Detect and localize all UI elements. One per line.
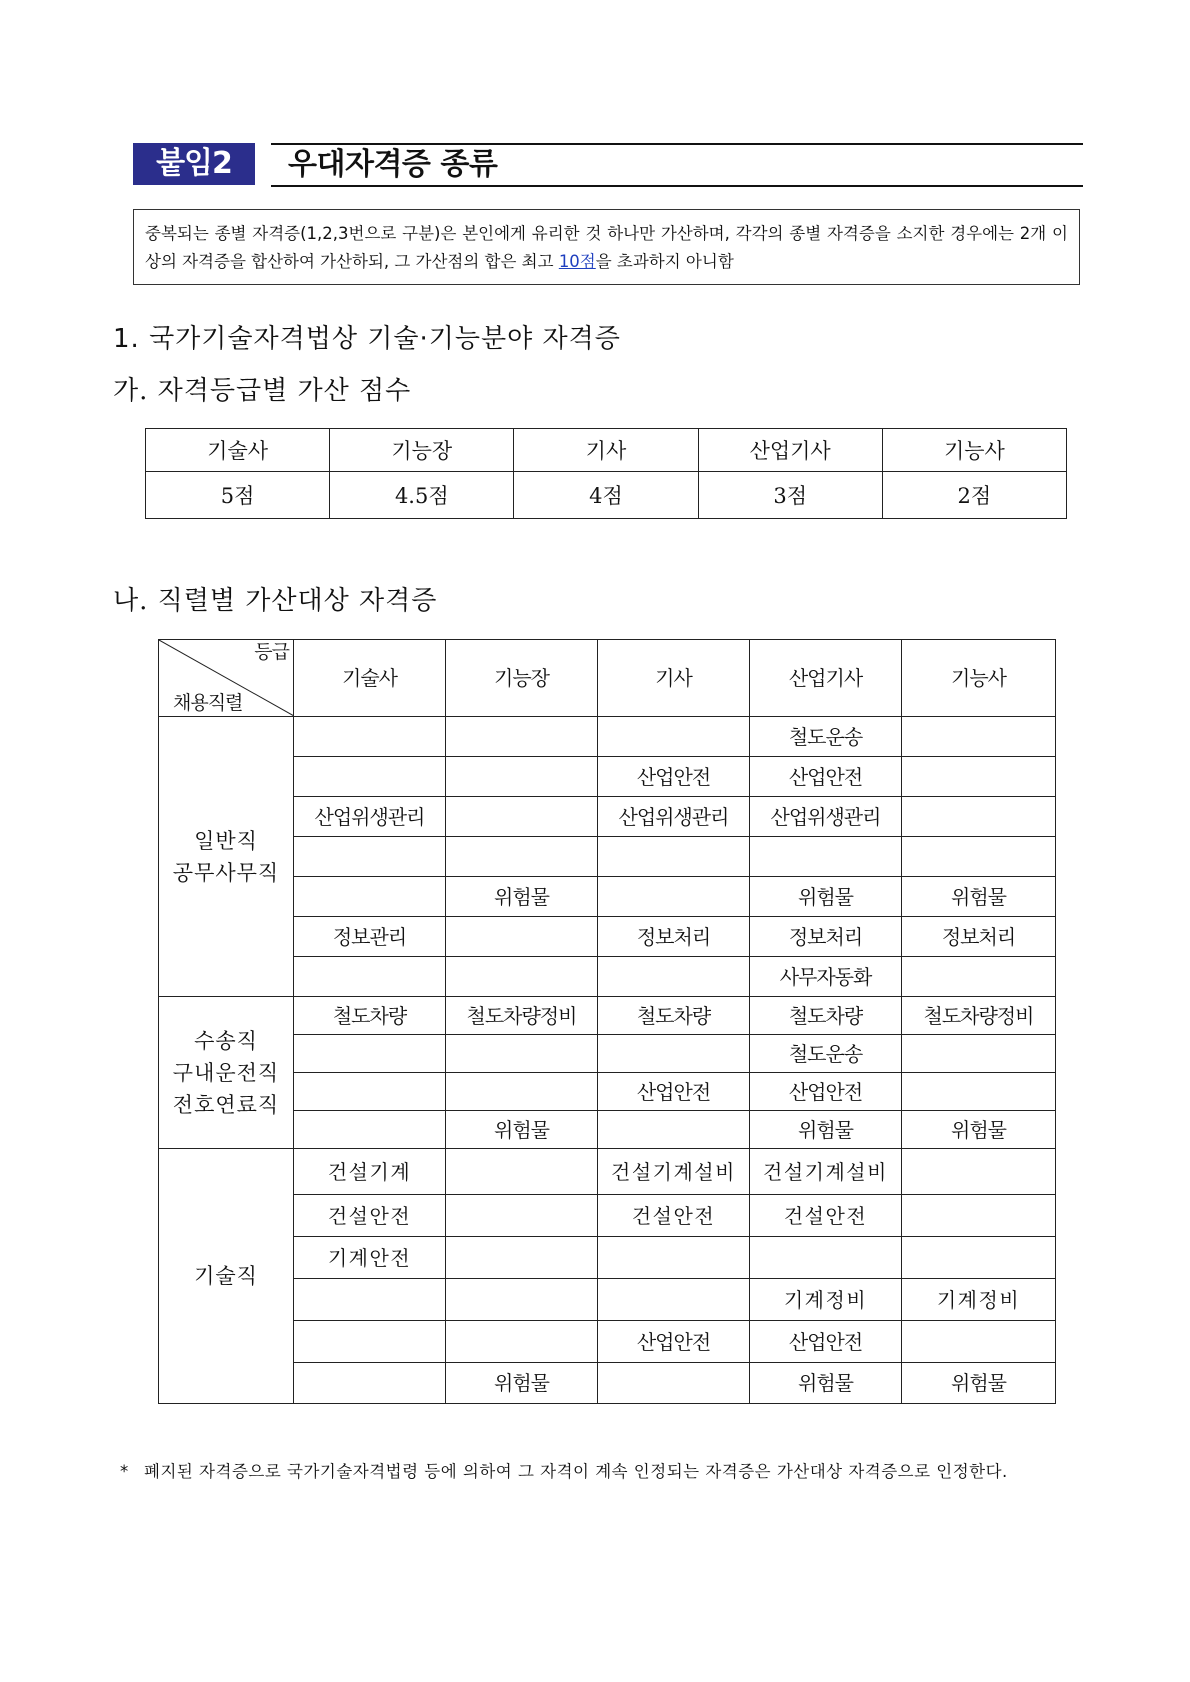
points-table bbox=[145, 428, 1067, 519]
table-row bbox=[159, 1321, 1056, 1363]
table-row bbox=[159, 877, 1056, 917]
certificate-cell bbox=[598, 837, 750, 877]
notice-text-after: 을 초과하지 아니함 bbox=[595, 252, 734, 271]
jobs-header-row bbox=[159, 640, 1056, 717]
table-row bbox=[159, 1195, 1056, 1237]
table-row bbox=[159, 917, 1056, 957]
attachment-badge: 붙임2 bbox=[133, 143, 255, 185]
certificate-cell: 산업안전 bbox=[598, 1321, 750, 1363]
certificate-cell bbox=[294, 1279, 446, 1321]
certificate-cell bbox=[294, 877, 446, 917]
points-value-cell: 4점 bbox=[514, 472, 698, 519]
certificate-cell: 기계안전 bbox=[294, 1237, 446, 1279]
certificate-cell bbox=[446, 917, 598, 957]
certificate-cell bbox=[902, 1321, 1056, 1363]
certificate-cell: 산업안전 bbox=[598, 1073, 750, 1111]
certificate-cell bbox=[294, 837, 446, 877]
table-row bbox=[159, 757, 1056, 797]
job-category-line: 전호연료직 bbox=[172, 1092, 280, 1117]
header-rule-bottom bbox=[271, 185, 1083, 187]
certificate-cell: 위험물 bbox=[446, 1363, 598, 1404]
corner-job-label: 채용직렬 bbox=[173, 692, 243, 714]
points-value-cell: 3점 bbox=[698, 472, 882, 519]
points-value-row bbox=[146, 472, 1067, 519]
certificate-cell: 산업안전 bbox=[750, 1073, 902, 1111]
certificate-cell bbox=[446, 1195, 598, 1237]
table-row bbox=[159, 1149, 1056, 1195]
certificate-cell: 철도운송 bbox=[750, 1035, 902, 1073]
certificate-cell bbox=[446, 957, 598, 997]
certificate-cell: 산업위생관리 bbox=[294, 797, 446, 837]
certificate-cell: 정보관리 bbox=[294, 917, 446, 957]
certificate-cell: 위험물 bbox=[750, 1111, 902, 1149]
table-row bbox=[159, 957, 1056, 997]
certificate-cell: 위험물 bbox=[902, 877, 1056, 917]
certificate-cell: 철도차량 bbox=[598, 997, 750, 1035]
certificate-cell bbox=[598, 957, 750, 997]
certificate-cell bbox=[598, 877, 750, 917]
certificate-cell bbox=[446, 757, 598, 797]
certificate-cell bbox=[902, 757, 1056, 797]
attachment-header bbox=[133, 143, 1083, 187]
certificate-cell bbox=[446, 797, 598, 837]
job-category-cell bbox=[159, 1149, 294, 1404]
certificate-cell bbox=[598, 1237, 750, 1279]
certificate-cell bbox=[902, 1237, 1056, 1279]
certificate-cell: 건설기계 bbox=[294, 1149, 446, 1195]
table-row bbox=[159, 1111, 1056, 1149]
certificate-cell bbox=[750, 837, 902, 877]
certificate-cell: 기계정비 bbox=[750, 1279, 902, 1321]
certificate-cell bbox=[446, 1073, 598, 1111]
points-header-cell: 기능장 bbox=[330, 429, 514, 472]
certificate-cell: 정보처리 bbox=[902, 917, 1056, 957]
job-category-cell bbox=[159, 717, 294, 997]
certificate-cell bbox=[598, 1279, 750, 1321]
certificate-cell bbox=[294, 1111, 446, 1149]
certificate-cell: 산업안전 bbox=[750, 1321, 902, 1363]
certificate-cell: 산업위생관리 bbox=[598, 797, 750, 837]
points-header-cell: 기술사 bbox=[146, 429, 330, 472]
table-row bbox=[159, 1237, 1056, 1279]
certificate-cell bbox=[902, 1195, 1056, 1237]
certificate-cell: 위험물 bbox=[902, 1111, 1056, 1149]
certificate-cell bbox=[902, 717, 1056, 757]
certificate-cell bbox=[446, 837, 598, 877]
footnote bbox=[120, 1455, 1103, 1489]
jobs-header-cell: 산업기사 bbox=[750, 640, 902, 717]
section-title: 1. 국가기술자격법상 기술·기능분야 자격증 bbox=[113, 324, 621, 354]
job-category-line: 기술직 bbox=[194, 1264, 258, 1288]
table-row bbox=[159, 1279, 1056, 1321]
job-category-line: 일반직 bbox=[194, 828, 258, 853]
certificate-cell: 위험물 bbox=[750, 1363, 902, 1404]
certificate-cell: 위험물 bbox=[446, 1111, 598, 1149]
certificate-cell bbox=[750, 1237, 902, 1279]
certificate-cell: 사무자동화 bbox=[750, 957, 902, 997]
points-value-cell: 4.5점 bbox=[330, 472, 514, 519]
certificate-cell bbox=[294, 1035, 446, 1073]
certificate-cell bbox=[598, 1363, 750, 1404]
jobs-header-cell: 기능장 bbox=[446, 640, 598, 717]
job-category-cell bbox=[159, 997, 294, 1149]
footnote-mark: * bbox=[120, 1462, 129, 1481]
certificate-cell bbox=[294, 1073, 446, 1111]
certificate-cell: 산업안전 bbox=[750, 757, 902, 797]
certificate-cell: 건설안전 bbox=[750, 1195, 902, 1237]
certificate-cell bbox=[446, 1279, 598, 1321]
certificate-cell bbox=[446, 717, 598, 757]
certificate-cell bbox=[446, 1321, 598, 1363]
points-value-cell: 2점 bbox=[882, 472, 1066, 519]
points-value-cell: 5점 bbox=[146, 472, 330, 519]
job-category-line: 수송직 bbox=[194, 1028, 258, 1053]
certificate-cell: 정보처리 bbox=[750, 917, 902, 957]
notice-box bbox=[133, 209, 1080, 285]
diagonal-corner-cell bbox=[159, 640, 294, 717]
jobs-header-cell: 기능사 bbox=[902, 640, 1056, 717]
certificate-cell: 산업위생관리 bbox=[750, 797, 902, 837]
certificate-cell: 건설안전 bbox=[294, 1195, 446, 1237]
table-row bbox=[159, 717, 1056, 757]
corner-grade-label: 등급 bbox=[254, 641, 289, 663]
certificate-cell bbox=[598, 1111, 750, 1149]
certificate-cell: 정보처리 bbox=[598, 917, 750, 957]
table-row bbox=[159, 1073, 1056, 1111]
certificate-cell: 철도차량정비 bbox=[446, 997, 598, 1035]
certificate-cell bbox=[446, 1149, 598, 1195]
certificate-cell: 기계정비 bbox=[902, 1279, 1056, 1321]
page-title: 우대자격증 종류 bbox=[288, 147, 498, 182]
subsection-b-title: 나. 직렬별 가산대상 자격증 bbox=[113, 586, 438, 616]
certificate-cell bbox=[902, 837, 1056, 877]
job-certificate-table bbox=[158, 639, 1056, 1404]
certificate-cell: 철도차량 bbox=[294, 997, 446, 1035]
certificate-cell bbox=[294, 1321, 446, 1363]
certificate-cell: 철도차량 bbox=[750, 997, 902, 1035]
notice-text-before: 중복되는 종별 자격증(1,2,3번으로 구분)은 본인에게 유리한 것 하나만 가산하며, 각각의 종별 자격증을 소지한 경우에는 2개 이상의 자격증을 합산하여 가산하되, 그 가산점의 합은 최고 bbox=[145, 224, 1068, 271]
job-category-line: 구내운전직 bbox=[172, 1060, 280, 1085]
certificate-cell: 건설기계설비 bbox=[750, 1149, 902, 1195]
certificate-cell bbox=[294, 957, 446, 997]
points-header-row bbox=[146, 429, 1067, 472]
certificate-cell bbox=[598, 1035, 750, 1073]
certificate-cell bbox=[598, 717, 750, 757]
certificate-cell: 철도운송 bbox=[750, 717, 902, 757]
footnote-text: 폐지된 자격증으로 국가기술자격법령 등에 의하여 그 자격이 계속 인정되는 자격증은 가산대상 자격증으로 인정한다. bbox=[144, 1462, 1008, 1481]
certificate-cell bbox=[294, 757, 446, 797]
certificate-cell: 위험물 bbox=[902, 1363, 1056, 1404]
certificate-cell: 건설기계설비 bbox=[598, 1149, 750, 1195]
certificate-cell: 산업안전 bbox=[598, 757, 750, 797]
table-row bbox=[159, 797, 1056, 837]
points-header-cell: 산업기사 bbox=[698, 429, 882, 472]
certificate-cell: 철도차량정비 bbox=[902, 997, 1056, 1035]
certificate-cell bbox=[902, 1035, 1056, 1073]
points-header-cell: 기사 bbox=[514, 429, 698, 472]
certificate-cell bbox=[902, 797, 1056, 837]
max-points-link[interactable]: 10점 bbox=[558, 252, 596, 271]
certificate-cell: 건설안전 bbox=[598, 1195, 750, 1237]
certificate-cell bbox=[294, 717, 446, 757]
jobs-header-cell: 기술사 bbox=[294, 640, 446, 717]
subsection-a-title: 가. 자격등급별 가산 점수 bbox=[113, 376, 412, 406]
table-row bbox=[159, 1363, 1056, 1404]
certificate-cell: 위험물 bbox=[750, 877, 902, 917]
certificate-cell bbox=[902, 1149, 1056, 1195]
table-row bbox=[159, 997, 1056, 1035]
certificate-cell bbox=[446, 1237, 598, 1279]
certificate-cell bbox=[294, 1363, 446, 1404]
certificate-cell bbox=[902, 1073, 1056, 1111]
table-row bbox=[159, 1035, 1056, 1073]
certificate-cell: 위험물 bbox=[446, 877, 598, 917]
job-category-line: 공무사무직 bbox=[172, 860, 280, 885]
certificate-cell bbox=[902, 957, 1056, 997]
certificate-cell bbox=[446, 1035, 598, 1073]
points-header-cell: 기능사 bbox=[882, 429, 1066, 472]
table-row bbox=[159, 837, 1056, 877]
jobs-header-cell: 기사 bbox=[598, 640, 750, 717]
